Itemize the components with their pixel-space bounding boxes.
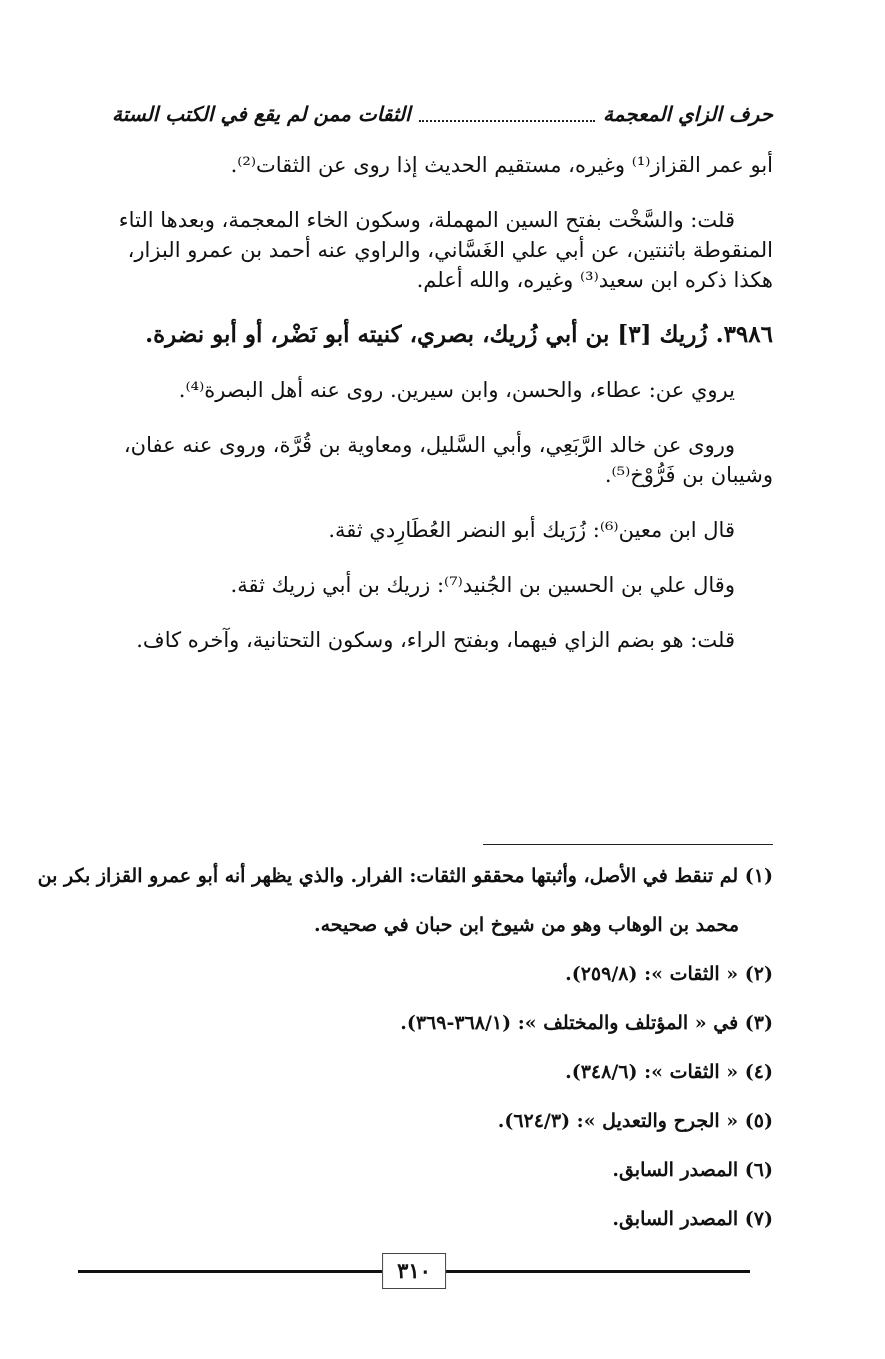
text-line: هكذا ذكره ابن سعيد⁽³⁾ وغيره، والله أعلم. bbox=[416, 268, 773, 292]
footnote-5: (٥) « الجرح والتعديل »: (٦٢٤/٣). bbox=[497, 1110, 773, 1132]
entry-title: زُريك [٣] بن أبي زُريك، بصري، كنيته أبو نَضْر، أو أبو نضرة. bbox=[145, 321, 708, 348]
paragraph-intro bbox=[95, 150, 773, 180]
footnote-text: (١) لم تنقط في الأصل، وأثبتها محققو الثقات: الفرار. والذي يظهر أنه أبو عمرو القزاز بكر بن bbox=[37, 865, 773, 887]
main-text bbox=[95, 150, 773, 680]
text-line: قلت: هو بضم الزاي فيهما، وبفتح الراء، وسكون التحتانية، وآخره كاف. bbox=[136, 628, 735, 652]
text-line: وشيبان بن فَرُّوْخ⁽⁵⁾. bbox=[604, 463, 773, 487]
footnote-3: (٣) في « المؤتلف والمختلف »: (٣٦٨/١-٣٦٩). bbox=[400, 1012, 773, 1034]
paragraph-narrators bbox=[95, 375, 773, 405]
footnote-6: (٦) المصدر السابق. bbox=[612, 1159, 773, 1181]
paragraph-ibn-junayd bbox=[95, 570, 773, 600]
footnote-2: (٢) « الثقات »: (٢٥٩/٨). bbox=[565, 963, 773, 985]
footnotes bbox=[37, 864, 773, 1256]
page-number: ٣١٠ bbox=[382, 1253, 446, 1289]
text-line: يروي عن: عطاء، والحسن، وابن سيرين. روى عنه أهل البصرة⁽⁴⁾. bbox=[178, 378, 735, 402]
paragraph-narrators-2 bbox=[95, 430, 773, 490]
paragraph-vocalization bbox=[95, 625, 773, 655]
text-line: قلت: والسَّخْت بفتح السين المهملة، وسكون الخاء المعجمة، وبعدها التاء bbox=[118, 208, 735, 232]
footnote-7: (٧) المصدر السابق. bbox=[612, 1208, 773, 1230]
entry-number: ٣٩٨٦. bbox=[715, 321, 773, 348]
footnote-1 bbox=[37, 864, 773, 938]
header-book-title: الثقات ممن لم يقع في الكتب الستة bbox=[112, 102, 411, 126]
entry-heading bbox=[95, 320, 773, 350]
text-line: وروى عن خالد الرَّبَعِي، وأبي السَّليل، ومعاوية بن قُرَّة، وروى عنه عفان، bbox=[123, 433, 735, 457]
page-footer bbox=[78, 1253, 750, 1293]
footnote-continuation: محمد بن الوهاب وهو من شيوخ ابن حبان في صحيحه. bbox=[313, 914, 739, 936]
footnote-4: (٤) « الثقات »: (٣٤٨/٦). bbox=[565, 1061, 773, 1083]
text-line: المنقوطة باثنتين، عن أبي علي الغَسَّاني، والراوي عنه أحمد بن عمرو البزار، bbox=[127, 238, 773, 262]
text-line: أبو عمر القزاز⁽¹⁾ وغيره، مستقيم الحديث إذا روى عن الثقات⁽²⁾. bbox=[230, 153, 773, 177]
paragraph-ibn-main bbox=[95, 515, 773, 545]
header-chapter-title: حرف الزاي المعجمة bbox=[602, 102, 773, 126]
header-dot-leader bbox=[419, 106, 595, 122]
running-header bbox=[112, 96, 773, 132]
text-line: وقال علي بن الحسين بن الجُنيد⁽⁷⁾: زريك بن أبي زريك ثقة. bbox=[230, 573, 735, 597]
footnote-separator bbox=[483, 844, 773, 845]
text-line: قال ابن معين⁽⁶⁾: زُرَيك أبو النضر العُطَارِدي ثقة. bbox=[328, 518, 735, 542]
paragraph-note bbox=[95, 205, 773, 295]
